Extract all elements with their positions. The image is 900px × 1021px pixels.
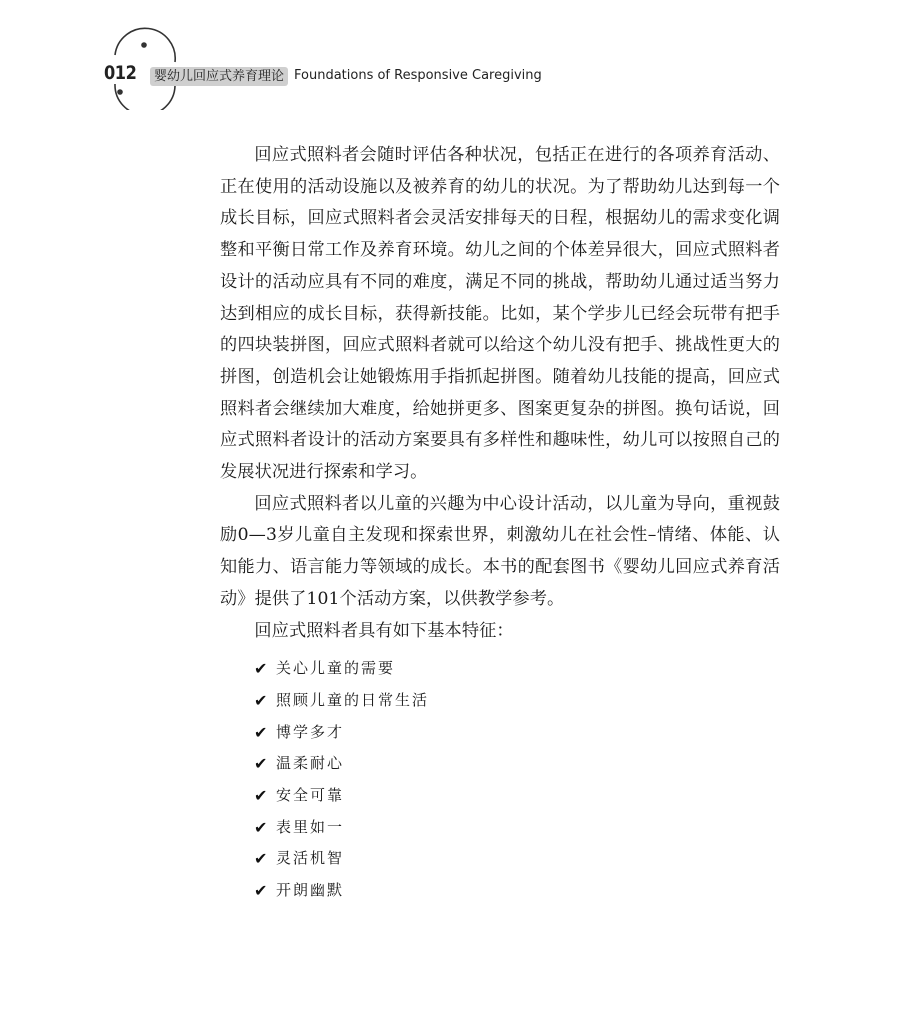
checkmark-icon: ✔ [254, 754, 268, 774]
header-arc-decoration [0, 0, 200, 110]
features-intro: 回应式照料者具有如下基本特征： [254, 620, 514, 641]
checkmark-icon: ✔ [254, 722, 268, 742]
paragraph: 回应式照料者会随时评估各种状况，包括正在进行的各项养育活动、正在使用的活动设施以及被养育的幼儿的状况。为了帮助幼儿达到每一个成长目标，回应式照料者会灵活安排每天的日程，根据幼儿的需求变化调整和平衡日常工作及养育环境。幼儿之间的个体差异很大，回应式照料者设计的活动应具有不同的难度，满足不同的挑战，帮助幼儿通过适当努力达到相应的成长目标，获得新技能。比如，某个学步儿已经会玩带有把手的四块装拼图，回应式照料者就可以给这个幼儿没有把手、挑战性更大的拼图，创造机会让她锻炼用手指抓起拼图。随着幼儿技能的提高，回应式照料者会继续加大难度，给她拼更多、图案更复杂的拼图。换句话说，回应式照料者设计的活动方案要具有多样性和趣味性，幼儿可以按照自己的发展状况进行探索和学习。 [220, 145, 780, 483]
features-list [220, 653, 780, 907]
list-item: ✔ 博学多才 [220, 717, 780, 749]
chapter-title-en: Foundations of Responsive Caregiving [294, 68, 542, 83]
checkmark-icon: ✔ [254, 786, 268, 806]
running-header [0, 0, 900, 110]
list-item: ✔ 温柔耐心 [220, 748, 780, 780]
list-item: ✔ 照顾儿童的日常生活 [220, 685, 780, 717]
checkmark-icon: ✔ [254, 690, 268, 710]
list-item: ✔ 关心儿童的需要 [220, 653, 780, 685]
list-item: ✔ 安全可靠 [220, 780, 780, 812]
checkmark-icon: ✔ [254, 659, 268, 679]
list-item: ✔ 表里如一 [220, 812, 780, 844]
list-item: ✔ 灵活机智 [220, 843, 780, 875]
chapter-title-zh: 婴幼儿回应式养育理论 [150, 67, 288, 86]
list-item: ✔ 开朗幽默 [220, 875, 780, 907]
body-text [220, 140, 780, 907]
page-number: 012 [104, 62, 137, 84]
checkmark-icon: ✔ [254, 849, 268, 869]
checkmark-icon: ✔ [254, 881, 268, 901]
checkmark-icon: ✔ [254, 817, 268, 837]
paragraph: 回应式照料者以儿童的兴趣为中心设计活动，以儿童为导向，重视鼓励0—3岁儿童自主发现和探索世界，刺激幼儿在社会性–情绪、体能、认知能力、语言能力等领域的成长。本书的配套图书《婴幼儿回应式养育活动》提供了101个活动方案，以供教学参考。 [220, 493, 780, 609]
